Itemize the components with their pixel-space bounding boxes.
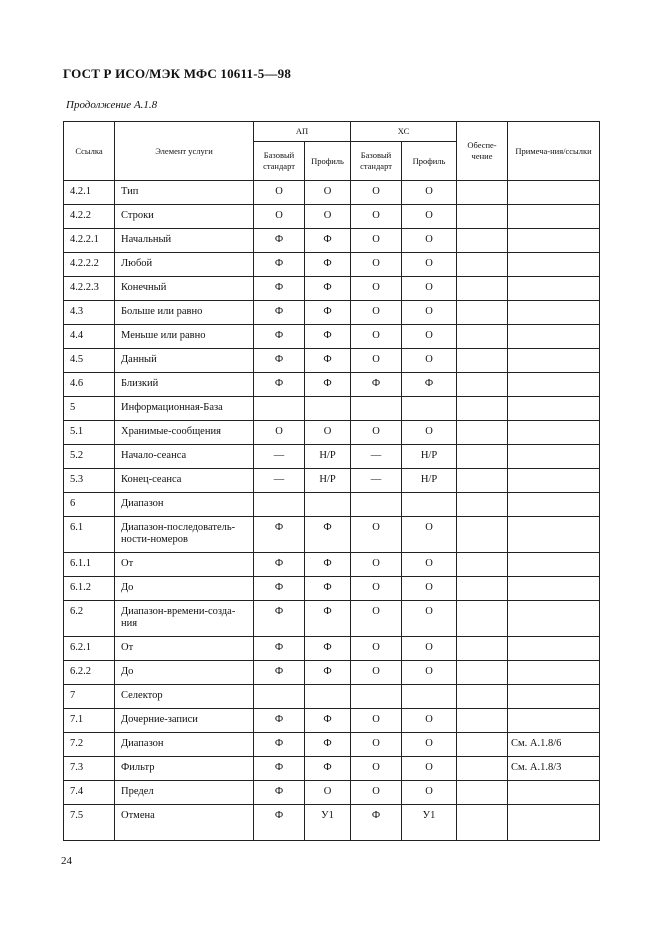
xc-base-cell: О: [351, 181, 402, 205]
notes-cell: [508, 553, 600, 577]
xc-profile-cell: О: [402, 781, 457, 805]
element-cell: Конец-сеанса: [115, 469, 254, 493]
xc-profile-cell: О: [402, 181, 457, 205]
xc-base-cell: Ф: [351, 805, 402, 841]
element-cell: До: [115, 577, 254, 601]
table-row: [64, 325, 600, 349]
ap-base-cell: О: [254, 205, 305, 229]
ap-profile-cell: [305, 685, 351, 709]
ap-profile-cell: Ф: [305, 349, 351, 373]
table-row: [64, 553, 600, 577]
table-row: [64, 445, 600, 469]
provision-cell: [457, 325, 508, 349]
ref-cell: 4.2.2.3: [64, 277, 115, 301]
provision-cell: [457, 397, 508, 421]
notes-cell: [508, 373, 600, 397]
provision-cell: [457, 253, 508, 277]
ap-profile-cell: Ф: [305, 229, 351, 253]
xc-base-cell: О: [351, 553, 402, 577]
ref-cell: 5: [64, 397, 115, 421]
ap-profile-cell: Ф: [305, 733, 351, 757]
notes-cell: См. А.1.8/3: [508, 757, 600, 781]
notes-cell: [508, 205, 600, 229]
xc-base-cell: О: [351, 733, 402, 757]
ap-base-cell: Ф: [254, 373, 305, 397]
ap-base-cell: [254, 397, 305, 421]
element-cell: Начало-сеанса: [115, 445, 254, 469]
ap-profile-cell: Ф: [305, 277, 351, 301]
ap-profile-cell: Ф: [305, 577, 351, 601]
ap-profile-cell: Н/Р: [305, 445, 351, 469]
table-row: [64, 517, 600, 553]
ap-base-cell: Ф: [254, 301, 305, 325]
ap-base-cell: —: [254, 445, 305, 469]
ap-profile-cell: [305, 493, 351, 517]
xc-base-cell: О: [351, 349, 402, 373]
xc-base-cell: О: [351, 229, 402, 253]
element-cell: От: [115, 637, 254, 661]
ap-base-cell: Ф: [254, 325, 305, 349]
ap-profile-cell: О: [305, 205, 351, 229]
xc-profile-cell: О: [402, 601, 457, 637]
ap-profile-cell: Ф: [305, 373, 351, 397]
ref-cell: 5.1: [64, 421, 115, 445]
page-number: 24: [61, 855, 72, 867]
table-body: [64, 181, 600, 841]
ap-base-cell: Ф: [254, 277, 305, 301]
table-row: [64, 661, 600, 685]
element-cell: Диапазон: [115, 733, 254, 757]
ap-profile-cell: Ф: [305, 637, 351, 661]
element-cell: Селектор: [115, 685, 254, 709]
element-cell: Строки: [115, 205, 254, 229]
ap-base-cell: Ф: [254, 349, 305, 373]
ref-cell: 7.4: [64, 781, 115, 805]
ref-cell: 7.3: [64, 757, 115, 781]
xc-profile-cell: О: [402, 253, 457, 277]
xc-profile-cell: О: [402, 229, 457, 253]
header-notes: Примеча-ния/ссылки: [508, 122, 600, 181]
ref-cell: 6.2.1: [64, 637, 115, 661]
ap-base-cell: Ф: [254, 229, 305, 253]
table-row: [64, 349, 600, 373]
xc-profile-cell: О: [402, 277, 457, 301]
table-row: [64, 733, 600, 757]
xc-profile-cell: [402, 397, 457, 421]
ap-profile-cell: У1: [305, 805, 351, 841]
ap-profile-cell: О: [305, 181, 351, 205]
notes-cell: [508, 781, 600, 805]
xc-profile-cell: О: [402, 205, 457, 229]
xc-base-cell: О: [351, 709, 402, 733]
provision-cell: [457, 805, 508, 841]
provision-cell: [457, 277, 508, 301]
provision-cell: [457, 229, 508, 253]
ap-profile-cell: Ф: [305, 325, 351, 349]
ref-cell: 4.3: [64, 301, 115, 325]
xc-base-cell: [351, 397, 402, 421]
ap-base-cell: Ф: [254, 733, 305, 757]
table-row: [64, 205, 600, 229]
provision-cell: [457, 493, 508, 517]
notes-cell: [508, 517, 600, 553]
ap-base-cell: Ф: [254, 553, 305, 577]
element-cell: Предел: [115, 781, 254, 805]
element-cell: Диапазон: [115, 493, 254, 517]
xc-profile-cell: Ф: [402, 373, 457, 397]
ap-base-cell: [254, 493, 305, 517]
element-cell: Дочерние-записи: [115, 709, 254, 733]
table-row: [64, 781, 600, 805]
ref-cell: 6.1.2: [64, 577, 115, 601]
ap-base-cell: О: [254, 181, 305, 205]
table-row: [64, 277, 600, 301]
table-row: [64, 685, 600, 709]
element-cell: Любой: [115, 253, 254, 277]
notes-cell: [508, 577, 600, 601]
provision-cell: [457, 349, 508, 373]
ref-cell: 7.1: [64, 709, 115, 733]
header-ref: Ссылка: [64, 122, 115, 181]
xc-base-cell: [351, 685, 402, 709]
ref-cell: 7.2: [64, 733, 115, 757]
notes-cell: [508, 277, 600, 301]
xc-base-cell: —: [351, 469, 402, 493]
xc-base-cell: О: [351, 301, 402, 325]
header-xc: ХС: [351, 122, 457, 142]
ap-profile-cell: Ф: [305, 661, 351, 685]
xc-profile-cell: О: [402, 517, 457, 553]
provision-cell: [457, 301, 508, 325]
table-row: [64, 493, 600, 517]
ref-cell: 4.6: [64, 373, 115, 397]
notes-cell: [508, 685, 600, 709]
notes-cell: [508, 421, 600, 445]
document-title: ГОСТ Р ИСО/МЭК МФС 10611-5—98: [63, 66, 292, 81]
ap-base-cell: Ф: [254, 637, 305, 661]
xc-profile-cell: О: [402, 325, 457, 349]
xc-base-cell: О: [351, 661, 402, 685]
provision-cell: [457, 445, 508, 469]
provision-cell: [457, 601, 508, 637]
ref-cell: 4.4: [64, 325, 115, 349]
provision-cell: [457, 181, 508, 205]
xc-base-cell: О: [351, 517, 402, 553]
xc-profile-cell: Н/Р: [402, 445, 457, 469]
table-row: [64, 601, 600, 637]
ref-cell: 4.2.1: [64, 181, 115, 205]
ap-profile-cell: Ф: [305, 757, 351, 781]
xc-profile-cell: О: [402, 661, 457, 685]
notes-cell: [508, 349, 600, 373]
notes-cell: [508, 181, 600, 205]
ap-profile-cell: Ф: [305, 301, 351, 325]
table-row: [64, 181, 600, 205]
element-cell: Тип: [115, 181, 254, 205]
header-ap: АП: [254, 122, 351, 142]
provision-cell: [457, 421, 508, 445]
element-cell: От: [115, 553, 254, 577]
ref-cell: 7.5: [64, 805, 115, 841]
ref-cell: 5.3: [64, 469, 115, 493]
ap-base-cell: Ф: [254, 253, 305, 277]
xc-base-cell: О: [351, 421, 402, 445]
header-ap-profile: Профиль: [305, 142, 351, 181]
header-xc-base-standard: Базовый стандарт: [351, 142, 402, 181]
ref-cell: 7: [64, 685, 115, 709]
element-cell: Хранимые-сообщения: [115, 421, 254, 445]
provision-cell: [457, 553, 508, 577]
element-cell: Диапазон-последователь-ности-номеров: [115, 517, 254, 553]
ref-cell: 6.1: [64, 517, 115, 553]
xc-profile-cell: О: [402, 733, 457, 757]
table-row: [64, 397, 600, 421]
ap-base-cell: Ф: [254, 577, 305, 601]
element-cell: Данный: [115, 349, 254, 373]
xc-profile-cell: О: [402, 301, 457, 325]
ref-cell: 4.2.2.1: [64, 229, 115, 253]
provision-cell: [457, 517, 508, 553]
table-row: [64, 229, 600, 253]
element-cell: Фильтр: [115, 757, 254, 781]
xc-profile-cell: О: [402, 577, 457, 601]
notes-cell: См. А.1.8/6: [508, 733, 600, 757]
header-ap-base-standard: Базовый стандарт: [254, 142, 305, 181]
xc-profile-cell: О: [402, 637, 457, 661]
notes-cell: [508, 325, 600, 349]
element-cell: Конечный: [115, 277, 254, 301]
ref-cell: 6: [64, 493, 115, 517]
ap-base-cell: Ф: [254, 709, 305, 733]
table-row: [64, 421, 600, 445]
provision-cell: [457, 205, 508, 229]
xc-base-cell: О: [351, 601, 402, 637]
xc-base-cell: —: [351, 445, 402, 469]
provision-cell: [457, 733, 508, 757]
xc-profile-cell: [402, 493, 457, 517]
ap-base-cell: —: [254, 469, 305, 493]
provision-cell: [457, 469, 508, 493]
table-row: [64, 469, 600, 493]
element-cell: До: [115, 661, 254, 685]
element-cell: Диапазон-времени-созда-ния: [115, 601, 254, 637]
notes-cell: [508, 805, 600, 841]
element-cell: Информационная-База: [115, 397, 254, 421]
ap-base-cell: [254, 685, 305, 709]
ref-cell: 4.2.2.2: [64, 253, 115, 277]
table-row: [64, 373, 600, 397]
notes-cell: [508, 661, 600, 685]
ref-cell: 6.2: [64, 601, 115, 637]
provision-cell: [457, 781, 508, 805]
ap-profile-cell: Ф: [305, 517, 351, 553]
ap-base-cell: Ф: [254, 661, 305, 685]
xc-profile-cell: О: [402, 553, 457, 577]
ref-cell: 5.2: [64, 445, 115, 469]
ap-base-cell: Ф: [254, 805, 305, 841]
ap-profile-cell: Ф: [305, 709, 351, 733]
ap-base-cell: Ф: [254, 601, 305, 637]
xc-base-cell: Ф: [351, 373, 402, 397]
notes-cell: [508, 397, 600, 421]
xc-base-cell: О: [351, 577, 402, 601]
provision-cell: [457, 709, 508, 733]
notes-cell: [508, 493, 600, 517]
notes-cell: [508, 229, 600, 253]
requirements-table: [63, 121, 600, 841]
notes-cell: [508, 709, 600, 733]
ap-profile-cell: Ф: [305, 253, 351, 277]
ap-base-cell: Ф: [254, 781, 305, 805]
xc-base-cell: О: [351, 757, 402, 781]
provision-cell: [457, 577, 508, 601]
xc-base-cell: О: [351, 277, 402, 301]
header-element: Элемент услуги: [115, 122, 254, 181]
xc-base-cell: О: [351, 205, 402, 229]
xc-profile-cell: О: [402, 709, 457, 733]
element-cell: Начальный: [115, 229, 254, 253]
ap-base-cell: Ф: [254, 757, 305, 781]
table-row: [64, 757, 600, 781]
notes-cell: [508, 601, 600, 637]
table-row: [64, 253, 600, 277]
continuation-label: Продолжение А.1.8: [66, 99, 158, 111]
ref-cell: 4.5: [64, 349, 115, 373]
table-row: [64, 709, 600, 733]
provision-cell: [457, 661, 508, 685]
notes-cell: [508, 445, 600, 469]
ap-profile-cell: Ф: [305, 553, 351, 577]
xc-base-cell: О: [351, 325, 402, 349]
ref-cell: 4.2.2: [64, 205, 115, 229]
element-cell: Близкий: [115, 373, 254, 397]
table-row: [64, 301, 600, 325]
element-cell: Меньше или равно: [115, 325, 254, 349]
xc-base-cell: О: [351, 253, 402, 277]
xc-profile-cell: О: [402, 421, 457, 445]
ap-base-cell: Ф: [254, 517, 305, 553]
xc-profile-cell: О: [402, 349, 457, 373]
provision-cell: [457, 373, 508, 397]
table-row: [64, 637, 600, 661]
ref-cell: 6.1.1: [64, 553, 115, 577]
element-cell: Отмена: [115, 805, 254, 841]
provision-cell: [457, 685, 508, 709]
ap-profile-cell: [305, 397, 351, 421]
ref-cell: 6.2.2: [64, 661, 115, 685]
table-row: [64, 577, 600, 601]
notes-cell: [508, 637, 600, 661]
provision-cell: [457, 637, 508, 661]
xc-base-cell: [351, 493, 402, 517]
xc-base-cell: О: [351, 781, 402, 805]
ap-profile-cell: О: [305, 781, 351, 805]
notes-cell: [508, 469, 600, 493]
header-xc-profile: Профиль: [402, 142, 457, 181]
ap-profile-cell: Ф: [305, 601, 351, 637]
header-provision: Обеспе-чение: [457, 122, 508, 181]
notes-cell: [508, 253, 600, 277]
xc-base-cell: О: [351, 637, 402, 661]
notes-cell: [508, 301, 600, 325]
xc-profile-cell: О: [402, 757, 457, 781]
table-row: [64, 805, 600, 841]
ap-base-cell: О: [254, 421, 305, 445]
element-cell: Больше или равно: [115, 301, 254, 325]
xc-profile-cell: У1: [402, 805, 457, 841]
xc-profile-cell: Н/Р: [402, 469, 457, 493]
provision-cell: [457, 757, 508, 781]
ap-profile-cell: Н/Р: [305, 469, 351, 493]
ap-profile-cell: О: [305, 421, 351, 445]
xc-profile-cell: [402, 685, 457, 709]
